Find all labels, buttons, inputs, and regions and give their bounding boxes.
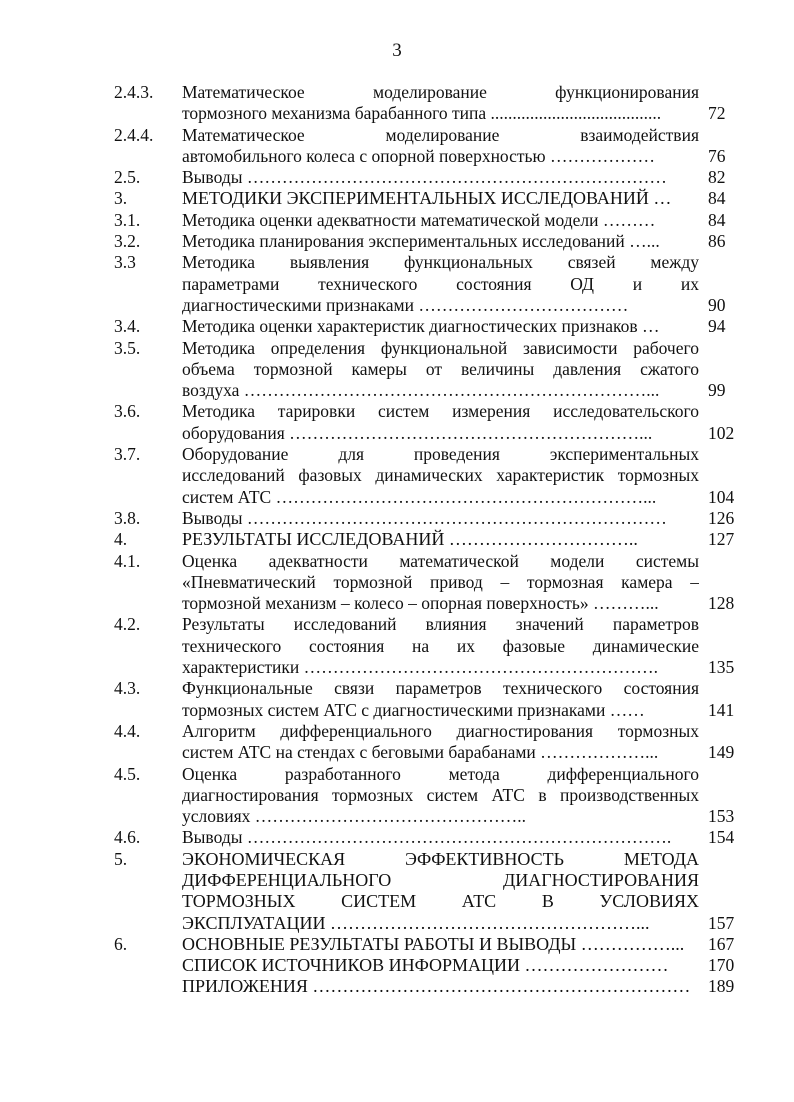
page-number: 3 bbox=[392, 40, 402, 61]
toc-entry-title-line: Результаты исследований влияния значений параметров bbox=[182, 614, 699, 635]
toc-entry-title-line: РЕЗУЛЬТАТЫ ИССЛЕДОВАНИЙ ………………………….. bbox=[182, 529, 638, 550]
toc-entry bbox=[0, 551, 794, 615]
toc-entry-number: 4.6. bbox=[114, 827, 141, 848]
toc-entry-title bbox=[182, 188, 699, 209]
toc-entry-title-line: Методика выявления функциональных связей между bbox=[182, 252, 699, 273]
toc-entry-number: 4.3. bbox=[114, 678, 141, 699]
toc-entry-page: 157 bbox=[708, 912, 735, 933]
toc-entry-page: 84 bbox=[708, 188, 726, 209]
toc-entry-title-line: «Пневматический тормозной привод – тормозная камера – bbox=[182, 571, 699, 592]
toc-entry-title bbox=[182, 167, 699, 188]
toc-entry bbox=[0, 82, 794, 125]
toc-entry-title bbox=[182, 849, 699, 934]
toc-entry-title-line: систем АТС на стендах с беговыми барабанами ………………... bbox=[182, 742, 659, 763]
toc-entry-title-line: воздуха ……………………………………………………………... bbox=[182, 380, 660, 401]
toc-entry-page: 128 bbox=[708, 593, 735, 614]
toc-entry-number: 3.6. bbox=[114, 401, 141, 422]
toc-entry bbox=[0, 188, 794, 209]
toc-entry-title-line: тормозной механизм – колесо – опорная поверхность» ………... bbox=[182, 593, 659, 614]
toc-entry-number: 3.1. bbox=[114, 209, 141, 230]
toc-entry-title-line: ОСНОВНЫЕ РЕЗУЛЬТАТЫ РАБОТЫ И ВЫВОДЫ ……………... bbox=[182, 933, 685, 954]
toc-entry-title-line: оборудования ……………………………………………………... bbox=[182, 422, 653, 443]
toc-entry-page: 154 bbox=[708, 827, 735, 848]
toc-entry-title-line: диагностирования тормозных систем АТС в производственных bbox=[182, 784, 699, 805]
toc-entry-page: 82 bbox=[708, 167, 726, 188]
toc-entry-title bbox=[182, 721, 699, 764]
toc-entry-number: 2.4.4. bbox=[114, 124, 154, 145]
toc-entry-title bbox=[182, 551, 699, 615]
toc-entry-title-line: исследований фазовых динамических характеристик тормозных bbox=[182, 465, 699, 486]
toc-entry bbox=[0, 508, 794, 529]
toc-entry bbox=[0, 678, 794, 721]
toc-entry-title-line: МЕТОДИКИ ЭКСПЕРИМЕНТАЛЬНЫХ ИССЛЕДОВАНИЙ … bbox=[182, 188, 672, 209]
toc-entry-title-line: Функциональные связи параметров технического состояния bbox=[182, 678, 699, 699]
toc-entry-title bbox=[182, 827, 699, 848]
toc-entry-title bbox=[182, 82, 699, 125]
toc-entry-title-line: ТОРМОЗНЫХ СИСТЕМ АТС В УСЛОВИЯХ bbox=[182, 891, 699, 912]
toc-entry-page: 189 bbox=[708, 976, 735, 997]
toc-entry-title-line: тормозного механизма барабанного типа ....................................... bbox=[182, 103, 662, 124]
toc-entry-title-line: ЭКОНОМИЧЕСКАЯ ЭФФЕКТИВНОСТЬ МЕТОДА bbox=[182, 848, 699, 869]
toc-entry-title-line: объема тормозной камеры от величины давления сжатого bbox=[182, 358, 699, 379]
toc-entry-number: 6. bbox=[114, 933, 128, 954]
toc-entry-page: 102 bbox=[708, 422, 735, 443]
toc-entry-title bbox=[182, 976, 699, 997]
toc-entry bbox=[0, 721, 794, 764]
toc-entry bbox=[0, 849, 794, 934]
toc-entry-number: 4.2. bbox=[114, 614, 141, 635]
toc-entry-title bbox=[182, 210, 699, 231]
toc-entry-title bbox=[182, 508, 699, 529]
toc-entry-number: 3.4. bbox=[114, 316, 141, 337]
toc-entry-title-line: ДИФФЕРЕНЦИАЛЬНОГО ДИАГНОСТИРОВАНИЯ bbox=[182, 869, 699, 890]
toc-entry-title-line: характеристики ……………………………………………………. bbox=[182, 657, 659, 678]
toc-entry-title-line: СПИСОК ИСТОЧНИКОВ ИНФОРМАЦИИ …………………… bbox=[182, 955, 669, 976]
toc-entry-title bbox=[182, 764, 699, 828]
toc-entry-title-line: технического состояния на их фазовые динамические bbox=[182, 635, 699, 656]
toc-entry-title bbox=[182, 955, 699, 976]
toc-entry-title bbox=[182, 401, 699, 444]
toc-entry bbox=[0, 167, 794, 188]
toc-entry-page: 76 bbox=[708, 145, 726, 166]
toc-entry-page: 170 bbox=[708, 955, 735, 976]
toc-entry-title bbox=[182, 614, 699, 678]
toc-entry-number: 4.1. bbox=[114, 550, 141, 571]
toc-entry bbox=[0, 614, 794, 678]
toc-entry-title bbox=[182, 252, 699, 316]
toc-entry-number: 3.2. bbox=[114, 231, 141, 252]
toc-entry-title-line: условиях ……………………………………….. bbox=[182, 806, 527, 827]
toc-entry bbox=[0, 316, 794, 337]
toc-entry-title-line: ПРИЛОЖЕНИЯ ……………………………………………………… bbox=[182, 976, 691, 997]
toc-entry-number: 2.5. bbox=[114, 167, 141, 188]
toc-entry bbox=[0, 764, 794, 828]
toc-entry-page: 72 bbox=[708, 103, 726, 124]
toc-entry-title-line: Методика оценки адекватности математической модели ……… bbox=[182, 209, 656, 230]
toc-entry-page: 86 bbox=[708, 231, 726, 252]
toc-entry-number: 3.7. bbox=[114, 444, 141, 465]
toc-entry-number: 4. bbox=[114, 529, 128, 550]
toc-entry bbox=[0, 231, 794, 252]
toc-entry-page: 90 bbox=[708, 294, 726, 315]
toc-entry bbox=[0, 444, 794, 508]
toc-entry bbox=[0, 210, 794, 231]
toc-entry-page: 126 bbox=[708, 507, 735, 528]
toc-entry bbox=[0, 338, 794, 402]
toc-entry-page: 99 bbox=[708, 380, 726, 401]
toc-entry-title bbox=[182, 678, 699, 721]
toc-entry bbox=[0, 252, 794, 316]
toc-entry-number: 3.3 bbox=[114, 252, 136, 273]
toc-entry-title-line: Алгоритм дифференциального диагностирования тормозных bbox=[182, 720, 699, 741]
toc-entry-page: 94 bbox=[708, 316, 726, 337]
toc-entry-number: 4.4. bbox=[114, 720, 141, 741]
toc-entry-title bbox=[182, 125, 699, 168]
toc-entry-title-line: Математическое моделирование функционирования bbox=[182, 82, 699, 102]
toc-entry-title-line: Выводы ……………………………………………………………… bbox=[182, 507, 667, 528]
toc-entry-title-line: Выводы ………………………………………………………………. bbox=[182, 827, 672, 848]
toc-entry bbox=[0, 955, 794, 976]
toc-entry-page: 84 bbox=[708, 209, 726, 230]
toc-entry-title-line: диагностическими признаками ……………………………… bbox=[182, 294, 629, 315]
toc-entry-title-line: систем АТС ………………………………………………………... bbox=[182, 486, 657, 507]
toc-entry-title-line: Методика оценки характеристик диагностических признаков … bbox=[182, 316, 660, 337]
toc-entry-title-line: параметрами технического состояния ОД и их bbox=[182, 273, 699, 294]
toc-entry bbox=[0, 529, 794, 550]
toc-entry-title-line: Математическое моделирование взаимодействия bbox=[182, 124, 699, 145]
toc-entry-title bbox=[182, 529, 699, 550]
toc-entry-title bbox=[182, 934, 699, 955]
toc-entry-page: 127 bbox=[708, 529, 735, 550]
toc-entry-number: 3.8. bbox=[114, 507, 141, 528]
toc-entry-title-line: автомобильного колеса с опорной поверхностью ……………… bbox=[182, 145, 655, 166]
toc-entry-number: 2.4.3. bbox=[114, 82, 154, 102]
toc-entry-title-line: ЭКСПЛУАТАЦИИ ……………………………………………... bbox=[182, 912, 650, 933]
toc-entry-number: 3.5. bbox=[114, 337, 141, 358]
toc-entry-number: 4.5. bbox=[114, 763, 141, 784]
toc-entry-page: 153 bbox=[708, 806, 735, 827]
toc-entry-title-line: Выводы ……………………………………………………………… bbox=[182, 167, 667, 188]
toc-entry-title bbox=[182, 316, 699, 337]
toc-entry-title bbox=[182, 444, 699, 508]
toc-entry-title-line: тормозных систем АТС с диагностическими признаками …… bbox=[182, 699, 645, 720]
toc-entry-title-line: Оборудование для проведения экспериментальных bbox=[182, 444, 699, 465]
toc-entry bbox=[0, 125, 794, 168]
toc-entry-page: 135 bbox=[708, 657, 735, 678]
toc-entry-title-line: Методика планирования экспериментальных исследований …... bbox=[182, 231, 660, 252]
toc-entry-title bbox=[182, 231, 699, 252]
toc-entry-number: 3. bbox=[114, 188, 128, 209]
toc-entry bbox=[0, 976, 794, 997]
toc-entry-title-line: Оценка адекватности математической модели системы bbox=[182, 550, 699, 571]
toc-entry-page: 104 bbox=[708, 486, 735, 507]
toc-entry-title-line: Методика тарировки систем измерения исследовательского bbox=[182, 401, 699, 422]
toc-entry bbox=[0, 934, 794, 955]
toc-entry-title-line: Оценка разработанного метода дифференциального bbox=[182, 763, 699, 784]
toc-entry-page: 141 bbox=[708, 699, 735, 720]
toc-entry-page: 167 bbox=[708, 933, 735, 954]
toc-entry-title bbox=[182, 338, 699, 402]
toc-entry-page: 149 bbox=[708, 742, 735, 763]
toc-entry-title-line: Методика определения функциональной зависимости рабочего bbox=[182, 337, 699, 358]
table-of-contents bbox=[0, 82, 794, 998]
toc-entry bbox=[0, 827, 794, 848]
toc-entry bbox=[0, 401, 794, 444]
toc-entry-number: 5. bbox=[114, 848, 128, 869]
